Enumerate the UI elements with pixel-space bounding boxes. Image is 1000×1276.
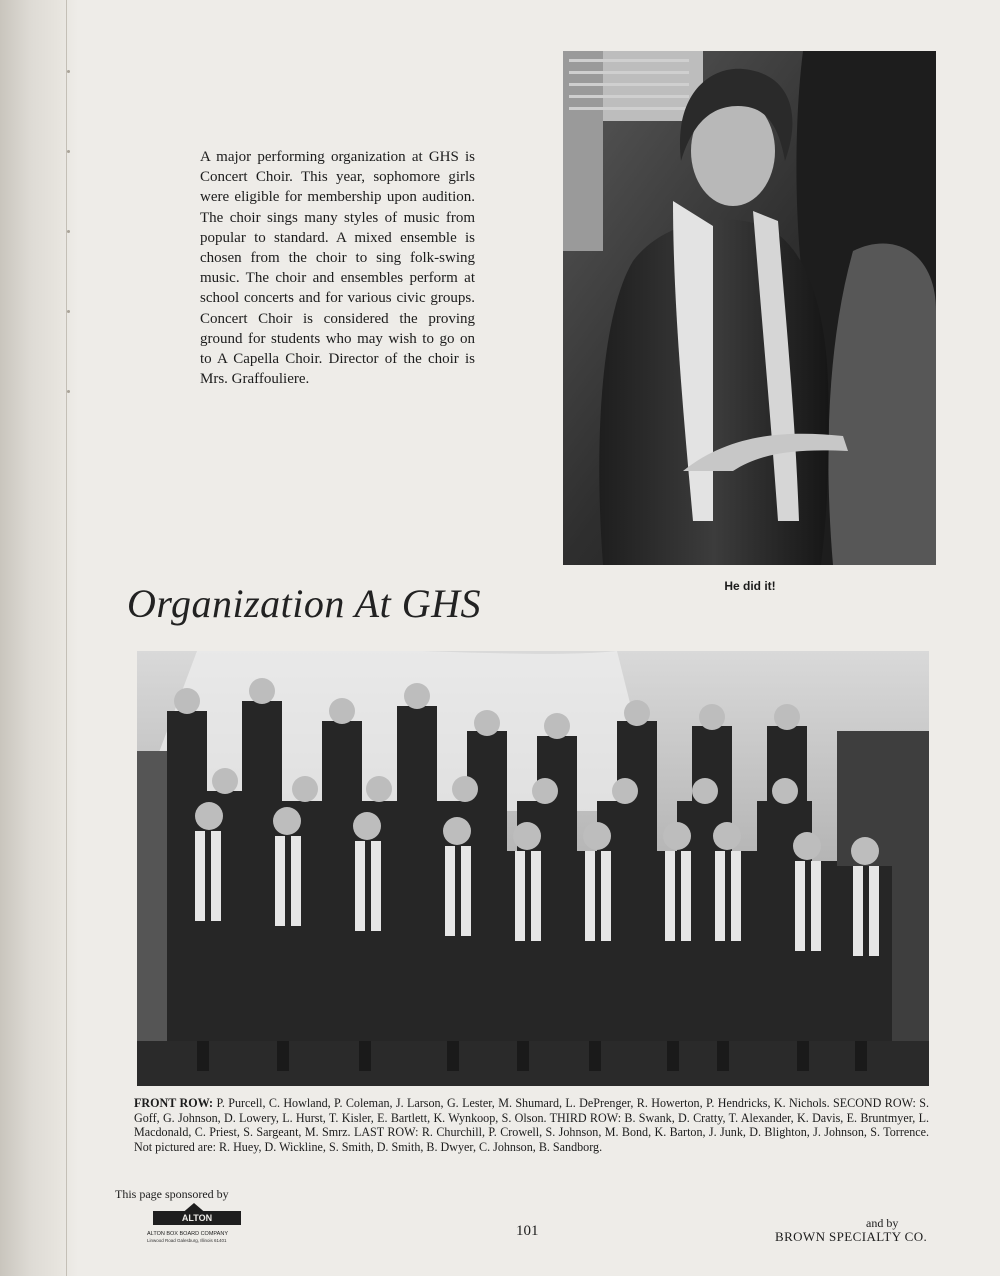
choir-group-photo [137,651,929,1086]
page-number: 101 [516,1223,539,1239]
alton-logo [143,1205,253,1247]
binding-stitch [67,390,70,393]
intro-paragraph: A major performing organization at GHS is Concert Choir. This year, sophomore girls were eligible for membership upon audition. The choir sings many styles of music from popular to standard. A mixed ensemble is chosen from the choir to sing folk-swing music. The choir and ensembles perform at school concerts and for various civic groups. Concert Choir is considered the proving ground for students who may wish to go on to A Capella Choir. Director of the choir is Mrs. Graffouliere. [200,149,475,388]
front-row-names: P. Purcell, C. Howland, P. Coleman, J. Larson, G. Lester, M. Shumard, L. DePrenger, R. Howerton, P. Hendricks, K. Nichols. [216,1096,830,1110]
second-row-names: S. Goff, G. Johnson, D. Lowery, L. Hurst, T. Kisler, E. Bartlett, K. Wynkoop, S. Olson. [134,1096,930,1125]
second-sponsor: BROWN SPECIALTY CO. [775,1229,928,1244]
front-row-label: FRONT ROW: [134,1096,214,1110]
page-title: Organization At GHS [127,581,481,626]
roster-caption [134,1096,929,1154]
binding-stitch [67,310,70,313]
binding-stitch [67,230,70,233]
binding-edge [66,0,67,1276]
logo-word: ALTON [181,1213,213,1223]
candid-choir-photo [563,51,936,565]
third-row-names: B. Swank, D. Cratty, T. Alexander, K. Davis, E. Bruntmyer, L. Macdonald, C. Priest, S. Sargeant, M. Smrz. [134,1110,929,1140]
and-by-label: and by [866,1216,899,1230]
binding-stitch [67,150,70,153]
last-row-names: R. Churchill, P. Crowell, S. Johnson, M. Bond, K. Barton, J. Junk, D. Blighton, J. Johnson, S. Torrence. [421,1125,930,1140]
third-row-label: THIRD ROW: [549,1110,622,1125]
not-pictured-note: Not pictured are: R. Huey, D. Wickline, S. Smith, D. Smith, B. Dwyer, C. Johnson, B. Sandborg. [134,1139,603,1154]
binding-stitch [67,70,70,73]
photo-caption: He did it! [724,579,776,593]
last-row-label: LAST ROW: [353,1125,419,1140]
sponsor-label: This page sponsored by [115,1187,229,1201]
logo-company-name: ALTON BOX BOARD COMPANY [147,1231,228,1237]
logo-address: Linwood Road Galesburg, Illinois 61401 [147,1238,227,1243]
second-row-label: SECOND ROW: [833,1096,916,1110]
